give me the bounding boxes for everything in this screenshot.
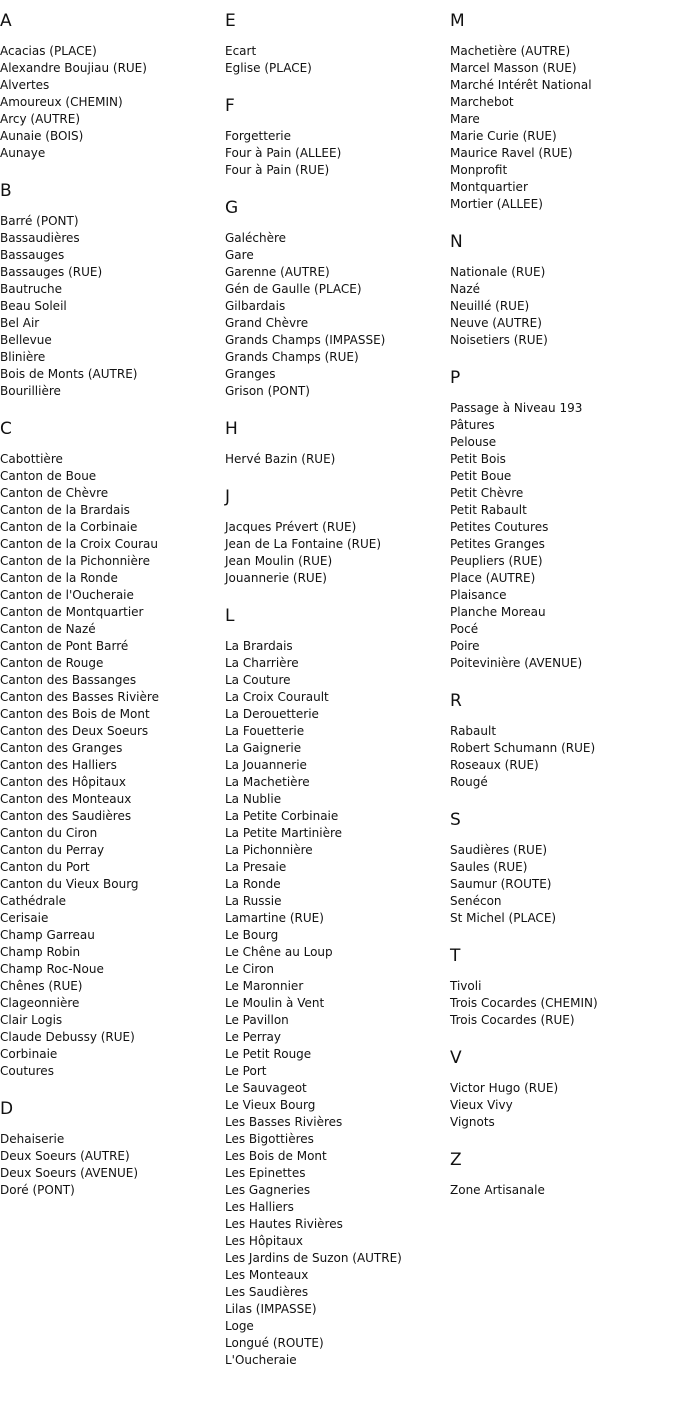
- street-link[interactable]: Nationale (RUE): [450, 265, 546, 279]
- street-link[interactable]: Canton des Halliers: [0, 758, 117, 772]
- street-link[interactable]: Canton du Vieux Bourg: [0, 877, 139, 891]
- street-link[interactable]: Clageonnière: [0, 996, 80, 1010]
- street-link[interactable]: Jean de La Fontaine (RUE): [225, 537, 382, 551]
- street-link[interactable]: Jacques Prévert (RUE): [225, 520, 357, 534]
- street-link[interactable]: Les Bigottières: [225, 1132, 314, 1146]
- street-link[interactable]: Canton des Deux Soeurs: [0, 724, 149, 738]
- street-link[interactable]: Le Petit Rouge: [225, 1047, 312, 1061]
- street-link[interactable]: Dehaiserie: [0, 1132, 65, 1146]
- street-link[interactable]: Le Vieux Bourg: [225, 1098, 316, 1112]
- street-link[interactable]: Les Epinettes: [225, 1166, 306, 1180]
- street-link[interactable]: La Pichonnière: [225, 843, 313, 857]
- letter-section: [450, 948, 675, 1029]
- street-link[interactable]: Le Bourg: [225, 928, 279, 942]
- street-link[interactable]: La Russie: [225, 894, 282, 908]
- street-link[interactable]: Les Saudières: [225, 1285, 309, 1299]
- section-letter-heading: V: [450, 1048, 462, 1068]
- street-link[interactable]: La Couture: [225, 673, 291, 687]
- street-link[interactable]: Montquartier: [450, 180, 528, 194]
- street-link[interactable]: Canton de la Brardais: [0, 503, 130, 517]
- street-link[interactable]: Bautruche: [0, 282, 63, 296]
- letter-section: [0, 421, 225, 1080]
- street-link[interactable]: Les Hautes Rivières: [225, 1217, 343, 1231]
- street-link[interactable]: Noisetiers (RUE): [450, 333, 548, 347]
- street-link[interactable]: Lamartine (RUE): [225, 911, 324, 925]
- index-column-2: [225, 13, 450, 1390]
- street-link[interactable]: Petites Granges: [450, 537, 545, 551]
- street-link[interactable]: Bassauges (RUE): [0, 265, 103, 279]
- section-letter-heading: F: [225, 96, 235, 116]
- street-link[interactable]: L'Oucheraie: [225, 1353, 297, 1367]
- street-link[interactable]: La Charrière: [225, 656, 299, 670]
- street-link[interactable]: Aunaye: [0, 146, 46, 160]
- street-link[interactable]: Deux Soeurs (AVENUE): [0, 1166, 139, 1180]
- street-link[interactable]: Petit Chèvre: [450, 486, 524, 500]
- section-letter-heading: A: [0, 11, 12, 31]
- street-link[interactable]: Cerisaie: [0, 911, 49, 925]
- street-link[interactable]: Bel Air: [0, 316, 40, 330]
- street-link[interactable]: Canton des Hôpitaux: [0, 775, 126, 789]
- street-link[interactable]: Gare: [225, 248, 254, 262]
- letter-section: [225, 421, 450, 468]
- street-link[interactable]: La Gaignerie: [225, 741, 302, 755]
- street-link[interactable]: Jean Moulin (RUE): [225, 554, 333, 568]
- street-link[interactable]: La Petite Corbinaie: [225, 809, 339, 823]
- street-link[interactable]: Mortier (ALLEE): [450, 197, 543, 211]
- street-link[interactable]: Grison (PONT): [225, 384, 310, 398]
- street-link[interactable]: Canton du Perray: [0, 843, 105, 857]
- street-link[interactable]: Poitevinière (AVENUE): [450, 656, 583, 670]
- street-link[interactable]: Deux Soeurs (AUTRE): [0, 1149, 130, 1163]
- street-link[interactable]: Barré (PONT): [0, 214, 79, 228]
- street-link[interactable]: Le Ciron: [225, 962, 275, 976]
- section-letter-heading: P: [450, 368, 461, 388]
- letter-section: [450, 812, 675, 927]
- street-link[interactable]: Grands Champs (IMPASSE): [225, 333, 386, 347]
- street-link[interactable]: Canton de Nazé: [0, 622, 96, 636]
- street-link[interactable]: Vieux Vivy: [450, 1098, 513, 1112]
- street-link[interactable]: Marcel Masson (RUE): [450, 61, 577, 75]
- section-letter-heading: M: [450, 11, 465, 31]
- letter-section: [0, 183, 225, 400]
- street-link[interactable]: Marché Intérêt National: [450, 78, 592, 92]
- section-letter-heading: H: [225, 419, 238, 439]
- street-link[interactable]: Lilas (IMPASSE): [225, 1302, 317, 1316]
- street-link[interactable]: Canton des Bois de Mont: [0, 707, 150, 721]
- street-link[interactable]: Pâtures: [450, 418, 495, 432]
- section-letter-heading: C: [0, 419, 12, 439]
- letter-section: [450, 234, 675, 349]
- section-letter-heading: R: [450, 691, 462, 711]
- street-link[interactable]: Cabottière: [0, 452, 63, 466]
- street-link[interactable]: Canton du Ciron: [0, 826, 98, 840]
- street-link[interactable]: Canton du Port: [0, 860, 90, 874]
- street-link[interactable]: Forgetterie: [225, 129, 291, 143]
- street-link[interactable]: Marchebot: [450, 95, 514, 109]
- street-link[interactable]: Senécon: [450, 894, 502, 908]
- street-link[interactable]: Vignots: [450, 1115, 495, 1129]
- street-link[interactable]: Champ Robin: [0, 945, 81, 959]
- street-link[interactable]: Rougé: [450, 775, 488, 789]
- section-letter-heading: N: [450, 232, 463, 252]
- street-link[interactable]: Loge: [225, 1319, 254, 1333]
- street-link[interactable]: Pelouse: [450, 435, 497, 449]
- street-link[interactable]: Pocé: [450, 622, 479, 636]
- street-link[interactable]: Arcy (AUTRE): [0, 112, 80, 126]
- index-column-1: [0, 13, 225, 1220]
- street-link[interactable]: Canton des Bassanges: [0, 673, 137, 687]
- street-link[interactable]: Saumur (ROUTE): [450, 877, 552, 891]
- street-link[interactable]: Les Hôpitaux: [225, 1234, 304, 1248]
- street-link[interactable]: Les Bois de Mont: [225, 1149, 327, 1163]
- street-link[interactable]: Rabault: [450, 724, 497, 738]
- street-link[interactable]: La Fouetterie: [225, 724, 305, 738]
- street-link[interactable]: La Derouetterie: [225, 707, 319, 721]
- street-link[interactable]: Bourillière: [0, 384, 61, 398]
- street-link[interactable]: Petites Coutures: [450, 520, 549, 534]
- street-link[interactable]: Petit Rabault: [450, 503, 527, 517]
- street-link[interactable]: Neuillé (RUE): [450, 299, 530, 313]
- street-link[interactable]: La Ronde: [225, 877, 281, 891]
- index-column-3: [450, 13, 675, 1220]
- street-link[interactable]: Corbinaie: [0, 1047, 58, 1061]
- street-link[interactable]: Claude Debussy (RUE): [0, 1030, 135, 1044]
- street-link[interactable]: Acacias (PLACE): [0, 44, 97, 58]
- street-link[interactable]: Alvertes: [0, 78, 50, 92]
- street-link[interactable]: Nazé: [450, 282, 481, 296]
- street-link[interactable]: Clair Logis: [0, 1013, 63, 1027]
- street-link[interactable]: Tivoli: [450, 979, 482, 993]
- street-link[interactable]: Canton de la Pichonnière: [0, 554, 150, 568]
- street-link[interactable]: Plaisance: [450, 588, 507, 602]
- street-link[interactable]: Gilbardais: [225, 299, 286, 313]
- street-link[interactable]: Canton de la Croix Courau: [0, 537, 158, 551]
- letter-section: [225, 489, 450, 587]
- street-link[interactable]: La Presaie: [225, 860, 287, 874]
- street-link[interactable]: Petit Boue: [450, 469, 512, 483]
- street-link[interactable]: Le Moulin à Vent: [225, 996, 325, 1010]
- street-link[interactable]: Ecart: [225, 44, 257, 58]
- street-link[interactable]: Canton de Rouge: [0, 656, 104, 670]
- street-link[interactable]: Monprofit: [450, 163, 508, 177]
- letter-section: [450, 13, 675, 213]
- street-link[interactable]: Grands Champs (RUE): [225, 350, 359, 364]
- street-link[interactable]: Le Pavillon: [225, 1013, 289, 1027]
- street-link[interactable]: Poire: [450, 639, 480, 653]
- letter-section: [225, 98, 450, 179]
- street-link[interactable]: La Petite Martinière: [225, 826, 343, 840]
- letter-section: [0, 13, 225, 162]
- street-link[interactable]: Canton de la Ronde: [0, 571, 118, 585]
- street-link[interactable]: Beau Soleil: [0, 299, 67, 313]
- street-link[interactable]: Garenne (AUTRE): [225, 265, 330, 279]
- letter-section: [225, 13, 450, 77]
- street-link[interactable]: Le Perray: [225, 1030, 281, 1044]
- street-link[interactable]: Longué (ROUTE): [225, 1336, 324, 1350]
- street-link[interactable]: Bassaudières: [0, 231, 80, 245]
- street-link[interactable]: Mare: [450, 112, 480, 126]
- street-link[interactable]: Zone Artisanale: [450, 1183, 545, 1197]
- section-letter-heading: D: [0, 1099, 14, 1119]
- street-link[interactable]: Trois Cocardes (RUE): [450, 1013, 575, 1027]
- street-link[interactable]: Eglise (PLACE): [225, 61, 312, 75]
- letter-section: [450, 1050, 675, 1131]
- street-link[interactable]: Canton de Montquartier: [0, 605, 144, 619]
- street-link[interactable]: Petit Bois: [450, 452, 506, 466]
- street-link[interactable]: Le Maronnier: [225, 979, 304, 993]
- letter-section: [0, 1101, 225, 1199]
- street-link[interactable]: Four à Pain (RUE): [225, 163, 330, 177]
- section-letter-heading: J: [225, 487, 231, 507]
- street-link[interactable]: Canton des Saudières: [0, 809, 132, 823]
- street-link[interactable]: La Brardais: [225, 639, 293, 653]
- street-link[interactable]: Le Port: [225, 1064, 267, 1078]
- street-link[interactable]: Bellevue: [0, 333, 52, 347]
- street-link[interactable]: Hervé Bazin (RUE): [225, 452, 336, 466]
- street-link[interactable]: Marie Curie (RUE): [450, 129, 557, 143]
- section-letter-heading: L: [225, 606, 235, 626]
- street-link[interactable]: Les Gagneries: [225, 1183, 311, 1197]
- section-letter-heading: Z: [450, 1150, 462, 1170]
- street-link[interactable]: Canton de Boue: [0, 469, 97, 483]
- street-link[interactable]: Canton des Basses Rivière: [0, 690, 159, 704]
- street-link[interactable]: Passage à Niveau 193: [450, 401, 583, 415]
- section-letter-heading: B: [0, 181, 12, 201]
- street-link[interactable]: Canton de l'Oucheraie: [0, 588, 134, 602]
- street-link[interactable]: Canton de la Corbinaie: [0, 520, 138, 534]
- street-link[interactable]: Peupliers (RUE): [450, 554, 543, 568]
- street-link[interactable]: La Jouannerie: [225, 758, 307, 772]
- street-link[interactable]: Roseaux (RUE): [450, 758, 539, 772]
- street-link[interactable]: Les Jardins de Suzon (AUTRE): [225, 1251, 402, 1265]
- street-link[interactable]: Four à Pain (ALLEE): [225, 146, 342, 160]
- section-letter-heading: T: [450, 946, 461, 966]
- street-link[interactable]: Bassauges: [0, 248, 65, 262]
- street-link[interactable]: Alexandre Boujiau (RUE): [0, 61, 147, 75]
- street-link[interactable]: Les Halliers: [225, 1200, 294, 1214]
- street-link[interactable]: Place (AUTRE): [450, 571, 536, 585]
- street-link[interactable]: Canton de Pont Barré: [0, 639, 129, 653]
- street-link[interactable]: Bois de Monts (AUTRE): [0, 367, 138, 381]
- street-link[interactable]: Aunaie (BOIS): [0, 129, 84, 143]
- street-link[interactable]: Robert Schumann (RUE): [450, 741, 596, 755]
- street-link[interactable]: Canton des Monteaux: [0, 792, 132, 806]
- letter-section: [225, 608, 450, 1369]
- letter-section: [225, 200, 450, 400]
- street-link[interactable]: Granges: [225, 367, 276, 381]
- street-link[interactable]: Champ Roc-Noue: [0, 962, 104, 976]
- street-link[interactable]: Le Chêne au Loup: [225, 945, 333, 959]
- street-link[interactable]: Chênes (RUE): [0, 979, 83, 993]
- street-link[interactable]: Maurice Ravel (RUE): [450, 146, 573, 160]
- street-link[interactable]: Doré (PONT): [0, 1183, 75, 1197]
- street-link[interactable]: Trois Cocardes (CHEMIN): [450, 996, 598, 1010]
- street-link[interactable]: Champ Garreau: [0, 928, 95, 942]
- street-link[interactable]: Gén de Gaulle (PLACE): [225, 282, 362, 296]
- street-link[interactable]: La Machetière: [225, 775, 310, 789]
- street-link[interactable]: Jouannerie (RUE): [225, 571, 327, 585]
- street-link[interactable]: Saules (RUE): [450, 860, 528, 874]
- street-link[interactable]: La Nublie: [225, 792, 282, 806]
- street-link[interactable]: Canton de Chèvre: [0, 486, 109, 500]
- street-link[interactable]: Saudières (RUE): [450, 843, 548, 857]
- section-letter-heading: E: [225, 11, 236, 31]
- street-link[interactable]: Les Basses Rivières: [225, 1115, 343, 1129]
- street-link[interactable]: Canton des Granges: [0, 741, 123, 755]
- section-letter-heading: S: [450, 810, 461, 830]
- letter-section: [450, 370, 675, 672]
- letter-section: [450, 1152, 675, 1199]
- street-link[interactable]: Victor Hugo (RUE): [450, 1081, 559, 1095]
- street-link[interactable]: Cathédrale: [0, 894, 67, 908]
- street-link[interactable]: Galéchère: [225, 231, 287, 245]
- street-link[interactable]: Coutures: [0, 1064, 54, 1078]
- section-letter-heading: G: [225, 198, 239, 218]
- street-link[interactable]: Planche Moreau: [450, 605, 546, 619]
- street-link[interactable]: Blinière: [0, 350, 46, 364]
- street-link[interactable]: Le Sauvageot: [225, 1081, 307, 1095]
- street-link[interactable]: La Croix Courault: [225, 690, 329, 704]
- street-link[interactable]: Les Monteaux: [225, 1268, 309, 1282]
- street-link[interactable]: Neuve (AUTRE): [450, 316, 542, 330]
- street-link[interactable]: St Michel (PLACE): [450, 911, 557, 925]
- street-link[interactable]: Machetière (AUTRE): [450, 44, 571, 58]
- street-link[interactable]: Grand Chèvre: [225, 316, 309, 330]
- street-link[interactable]: Amoureux (CHEMIN): [0, 95, 123, 109]
- letter-section: [450, 693, 675, 791]
